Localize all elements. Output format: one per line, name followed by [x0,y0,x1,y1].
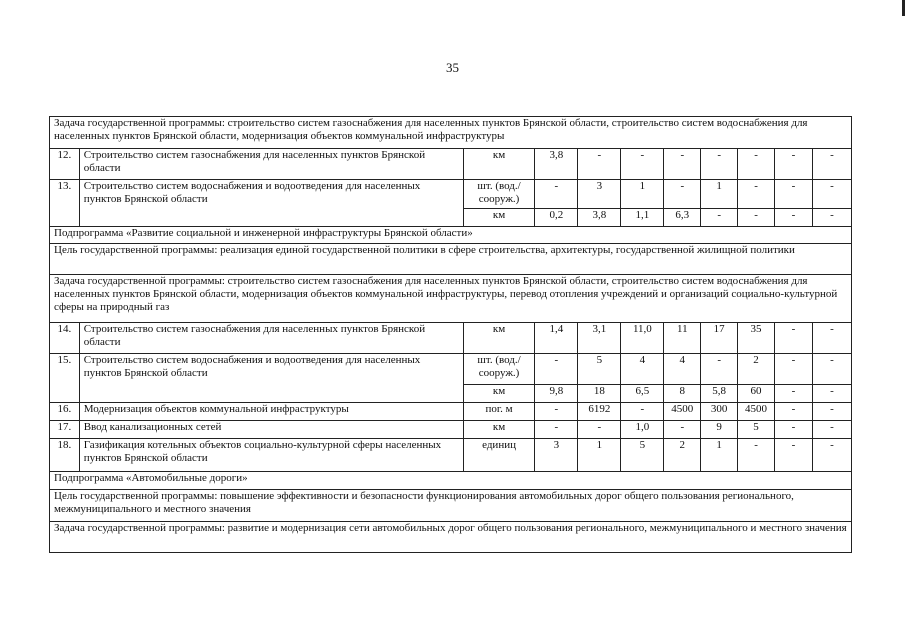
value-cell: 3,8 [535,149,578,180]
section-header: Задача государственной программы: развитие и модернизация сети автомобильных дорог общего пользования регионального, межмуниципального и местного значения [50,522,852,553]
value-cell: 0,2 [535,209,578,227]
section-row [50,472,852,490]
value-cell: 1 [621,180,664,209]
row-number: 15. [50,354,80,403]
indicator-name: Газификация котельных объектов социально-культурной сферы населенных пунктов Брянской области [79,439,463,472]
row-number: 16. [50,403,80,421]
section-row [50,244,852,275]
value-cell: - [774,149,812,180]
value-cell: 9 [701,421,738,439]
value-cell: - [738,209,775,227]
value-cell: - [535,421,578,439]
value-cell: - [701,209,738,227]
value-cell: 2 [738,354,775,385]
value-cell: 4 [621,354,664,385]
value-cell: - [812,180,851,209]
value-cell: - [812,403,851,421]
value-cell: 6192 [578,403,621,421]
value-cell: - [774,323,812,354]
indicator-name: Ввод канализационных сетей [79,421,463,439]
section-row [50,117,852,149]
value-cell: 1,0 [621,421,664,439]
value-cell: - [774,354,812,385]
unit-cell: км [463,323,535,354]
value-cell: 3,8 [578,209,621,227]
section-header: Цель государственной программы: реализация единой государственной политики в сфере строительства, архитектуры, государственной жилищной политики [50,244,852,275]
row-number: 14. [50,323,80,354]
table-row [50,180,852,209]
value-cell: 17 [701,323,738,354]
section-header: Подпрограмма «Развитие социальной и инженерной инфраструктуры Брянской области» [50,227,852,244]
value-cell: 9,8 [535,385,578,403]
value-cell: 5 [578,354,621,385]
value-cell: 6,5 [621,385,664,403]
section-header: Задача государственной программы: строительство систем газоснабжения для населенных пунктов Брянской области, строительство систем водоснабжения для населенных пунктов Брянской области, модернизация объектов коммунальной инфраструктуры [50,117,852,149]
value-cell: 3 [578,180,621,209]
value-cell: 1 [701,439,738,472]
value-cell: 2 [664,439,701,472]
value-cell: 60 [738,385,775,403]
value-cell: 5,8 [701,385,738,403]
value-cell: - [578,149,621,180]
value-cell: - [621,149,664,180]
value-cell: - [774,439,812,472]
value-cell: 6,3 [664,209,701,227]
value-cell: 35 [738,323,775,354]
value-cell: - [812,209,851,227]
value-cell: - [774,403,812,421]
indicator-name: Строительство систем водоснабжения и водоотведения для населенных пунктов Брянской области [79,180,463,227]
value-cell: 4500 [738,403,775,421]
row-number: 18. [50,439,80,472]
unit-cell: шт. (вод./ сооруж.) [463,354,535,385]
section-row [50,522,852,553]
indicator-table [49,116,852,553]
table-row [50,439,852,472]
value-cell: 4500 [664,403,701,421]
unit-cell: км [463,421,535,439]
section-row [50,275,852,323]
value-cell: - [701,149,738,180]
value-cell: - [774,209,812,227]
section-row [50,227,852,244]
section-row [50,490,852,522]
value-cell: 1 [578,439,621,472]
value-cell: 5 [621,439,664,472]
value-cell: - [701,354,738,385]
indicator-name: Строительство систем водоснабжения и водоотведения для населенных пунктов Брянской области [79,354,463,403]
value-cell: - [578,421,621,439]
value-cell: - [621,403,664,421]
value-cell: - [774,180,812,209]
value-cell: 1,4 [535,323,578,354]
value-cell: - [738,149,775,180]
section-header: Цель государственной программы: повышение эффективности и безопасности функционирования автомобильных дорог общего пользования регионального, межмуниципального и местного значения [50,490,852,522]
value-cell: 11,0 [621,323,664,354]
table-row [50,149,852,180]
value-cell: - [812,385,851,403]
value-cell: - [664,421,701,439]
row-number: 13. [50,180,80,227]
unit-cell: км [463,209,535,227]
table-row [50,354,852,385]
unit-cell: единиц [463,439,535,472]
value-cell: - [812,421,851,439]
value-cell: - [738,439,775,472]
table-row [50,421,852,439]
unit-cell: шт. (вод./ сооруж.) [463,180,535,209]
value-cell: - [664,149,701,180]
section-header: Задача государственной программы: строительство систем газоснабжения для населенных пунктов Брянской области, строительство систем водоснабжения для населенных пунктов Брянской области, модернизация объектов коммунальной инфраструктуры, перевод отопления учреждений и организаций социально-культурной сферы на природный газ [50,275,852,323]
row-number: 17. [50,421,80,439]
value-cell: - [812,439,851,472]
value-cell: - [812,354,851,385]
value-cell: 1 [701,180,738,209]
unit-cell: км [463,385,535,403]
value-cell: 18 [578,385,621,403]
unit-cell: пог. м [463,403,535,421]
value-cell: 5 [738,421,775,439]
value-cell: - [664,180,701,209]
table-row [50,323,852,354]
value-cell: 3,1 [578,323,621,354]
value-cell: - [535,354,578,385]
page-number: 35 [446,60,459,75]
value-cell: 1,1 [621,209,664,227]
section-header: Подпрограмма «Автомобильные дороги» [50,472,852,490]
value-cell: 3 [535,439,578,472]
table-row [50,403,852,421]
indicator-name: Строительство систем газоснабжения для населенных пунктов Брянской области [79,149,463,180]
unit-cell: км [463,149,535,180]
indicator-name: Модернизация объектов коммунальной инфраструктуры [79,403,463,421]
value-cell: 11 [664,323,701,354]
value-cell: 4 [664,354,701,385]
value-cell: - [812,149,851,180]
indicator-name: Строительство систем газоснабжения для населенных пунктов Брянской области [79,323,463,354]
value-cell: 300 [701,403,738,421]
value-cell: - [774,385,812,403]
value-cell: - [535,403,578,421]
row-number: 12. [50,149,80,180]
value-cell: - [738,180,775,209]
value-cell: - [535,180,578,209]
value-cell: - [774,421,812,439]
value-cell: - [812,323,851,354]
value-cell: 8 [664,385,701,403]
